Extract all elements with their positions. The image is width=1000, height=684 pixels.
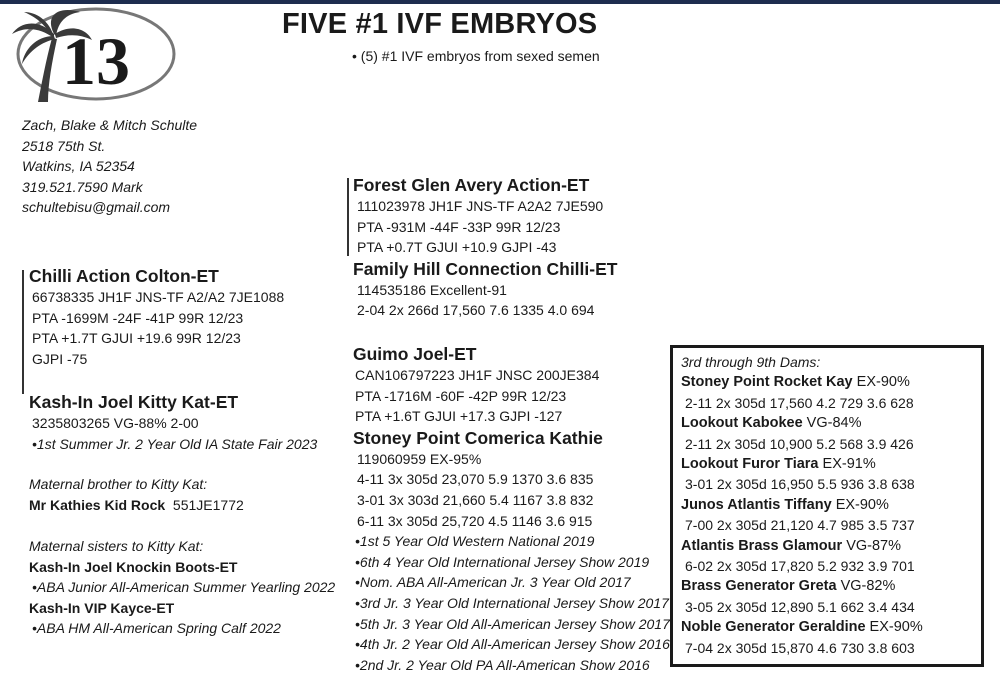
dam-sire-line: 114535186 Excellent-91 bbox=[357, 281, 507, 298]
left-dam-line: 3235803265 VG-88% 2-00 bbox=[32, 415, 199, 431]
dam-record: 6-02 2x 305d 17,820 5.2 932 3.9 701 bbox=[685, 558, 915, 575]
pedigree-bracket bbox=[22, 270, 24, 394]
sire-line: 111023978 JH1F JNS-TF A2A2 7JE590 bbox=[357, 198, 604, 214]
contact-street: 2518 75th St. bbox=[22, 137, 106, 154]
comerica-award: •1st 5 Year Old Western National 2019 bbox=[355, 533, 595, 550]
dam-sire-line: 2-04 2x 266d 17,560 7.6 1335 4.0 694 bbox=[357, 302, 595, 319]
comerica-line: 4-11 3x 305d 23,070 5.9 1370 3.6 835 bbox=[357, 471, 594, 488]
dam-score: EX-90% bbox=[852, 374, 910, 391]
maternal-sister-award: •ABA Junior All-American Summer Yearling 2022 bbox=[32, 579, 336, 596]
dam-record: 2-11 2x 305d 10,900 5.2 568 3.9 426 bbox=[685, 435, 914, 452]
sire-line: PTA -931M -44F -33P 99R 12/23 bbox=[357, 218, 561, 235]
left-sire-line: GJPI -75 bbox=[32, 350, 88, 367]
dam-entry bbox=[681, 372, 979, 413]
dam-score: VG-82% bbox=[836, 578, 896, 595]
dam-name: Junos Atlantis Tiffany bbox=[681, 496, 832, 513]
left-dam-block bbox=[29, 391, 317, 454]
guimo-line: PTA +1.6T GJUI +17.3 GJPI -127 bbox=[355, 408, 563, 425]
dam-name: Stoney Point Rocket Kay bbox=[681, 374, 853, 391]
maternal-brother-name: Mr Kathies Kid Rock bbox=[29, 496, 166, 513]
comerica-line: 119060959 EX-95% bbox=[357, 450, 482, 467]
contact-names: Zach, Blake & Mitch Schulte bbox=[22, 117, 198, 133]
dam-name: Atlantis Brass Glamour bbox=[681, 537, 843, 554]
dam-record: 3-05 2x 305d 12,890 5.1 662 3.4 434 bbox=[685, 598, 915, 615]
comerica-award: •3rd Jr. 3 Year Old International Jersey Show 2017 bbox=[355, 594, 669, 611]
comerica-award: •4th Jr. 2 Year Old All-American Jersey Show 2016 bbox=[355, 636, 670, 653]
maternal-sister-name: Kash-In VIP Kayce-ET bbox=[29, 599, 175, 616]
dam-score: EX-90% bbox=[831, 496, 889, 513]
dam-name: Brass Generator Greta bbox=[681, 578, 837, 595]
sire-name: Forest Glen Avery Action-ET bbox=[353, 175, 590, 195]
sire-line: PTA +0.7T GJUI +10.9 GJPI -43 bbox=[357, 239, 557, 256]
guimo-line: PTA -1716M -60F -42P 99R 12/23 bbox=[355, 387, 567, 404]
sire-block bbox=[353, 174, 617, 321]
dam-entry bbox=[681, 413, 979, 454]
left-sire-block bbox=[29, 265, 284, 369]
dam-sire-name: Family Hill Connection Chilli-ET bbox=[353, 258, 618, 279]
page-subtitle: • (5) #1 IVF embryos from sexed semen bbox=[352, 48, 600, 64]
maternal-sisters-heading: Maternal sisters to Kitty Kat: bbox=[29, 538, 204, 554]
pedigree-bracket bbox=[347, 178, 349, 256]
maternal-brother-code: 551JE1772 bbox=[172, 496, 244, 513]
dam-entry bbox=[681, 495, 979, 536]
comerica-line: 3-01 3x 303d 21,660 5.4 1167 3.8 832 bbox=[357, 491, 594, 508]
palm-tree-logo bbox=[8, 4, 178, 104]
maternal-brother-heading: Maternal brother to Kitty Kat: bbox=[29, 476, 208, 492]
dam-entry bbox=[681, 454, 979, 495]
page-title: FIVE #1 IVF EMBRYOS bbox=[282, 8, 598, 40]
comerica-line: 6-11 3x 305d 25,720 4.5 1146 3.6 915 bbox=[357, 512, 593, 529]
comerica-name: Stoney Point Comerica Kathie bbox=[353, 427, 603, 448]
dams-box bbox=[670, 345, 984, 667]
dam-name: Lookout Furor Tiara bbox=[681, 456, 819, 473]
guimo-line: CAN106797223 JH1F JNSC 200JE384 bbox=[355, 367, 600, 383]
contact-email: schultebisu@gmail.com bbox=[22, 199, 171, 215]
left-dam-award: •1st Summer Jr. 2 Year Old IA State Fair 2023 bbox=[32, 435, 318, 452]
left-sire-line: PTA +1.7T GJUI +19.6 99R 12/23 bbox=[32, 330, 241, 347]
contact-city: Watkins, IA 52354 bbox=[22, 158, 135, 174]
comerica-award: •5th Jr. 3 Year Old All-American Jersey Show 2017 bbox=[355, 615, 670, 632]
dam-score: VG-84% bbox=[802, 415, 862, 432]
maternal-sisters-block bbox=[29, 536, 335, 639]
dam-score: EX-91% bbox=[818, 456, 876, 473]
dam-record: 2-11 2x 305d 17,560 4.2 729 3.6 628 bbox=[685, 394, 914, 411]
guimo-block bbox=[353, 343, 670, 675]
left-sire-line: 66738335 JH1F JNS-TF A2/A2 7JE1088 bbox=[32, 289, 285, 305]
dams-box-heading: 3rd through 9th Dams: bbox=[681, 354, 821, 370]
dam-record: 3-01 2x 305d 16,950 5.5 936 3.8 638 bbox=[685, 476, 915, 493]
left-sire-name: Chilli Action Colton-ET bbox=[29, 266, 219, 286]
maternal-sister-award: •ABA HM All-American Spring Calf 2022 bbox=[32, 620, 281, 637]
contact-block bbox=[22, 115, 197, 218]
maternal-sister-name: Kash-In Joel Knockin Boots-ET bbox=[29, 558, 238, 575]
contact-phone: 319.521.7590 Mark bbox=[22, 178, 143, 195]
dam-score: VG-87% bbox=[842, 537, 902, 554]
dam-entry bbox=[681, 536, 979, 577]
dam-entry bbox=[681, 617, 979, 658]
dam-score: EX-90% bbox=[865, 619, 923, 636]
comerica-award: •6th 4 Year Old International Jersey Show 2019 bbox=[355, 553, 650, 570]
maternal-brother-block bbox=[29, 474, 244, 515]
dam-name: Noble Generator Geraldine bbox=[681, 619, 866, 636]
dam-entry bbox=[681, 576, 979, 617]
dam-record: 7-00 2x 305d 21,120 4.7 985 3.5 737 bbox=[685, 517, 915, 534]
dam-list bbox=[681, 372, 979, 658]
guimo-name: Guimo Joel-ET bbox=[353, 344, 477, 364]
dam-record: 7-04 2x 305d 15,870 4.6 730 3.8 603 bbox=[685, 639, 915, 656]
lot-number: 13 bbox=[62, 23, 130, 99]
dam-name: Lookout Kabokee bbox=[681, 415, 803, 432]
left-sire-line: PTA -1699M -24F -41P 99R 12/23 bbox=[32, 309, 244, 326]
comerica-award: •2nd Jr. 2 Year Old PA All-American Show 2016 bbox=[355, 656, 650, 673]
comerica-award: •Nom. ABA All-American Jr. 3 Year Old 2017 bbox=[355, 574, 631, 591]
left-dam-name: Kash-In Joel Kitty Kat-ET bbox=[29, 392, 239, 412]
